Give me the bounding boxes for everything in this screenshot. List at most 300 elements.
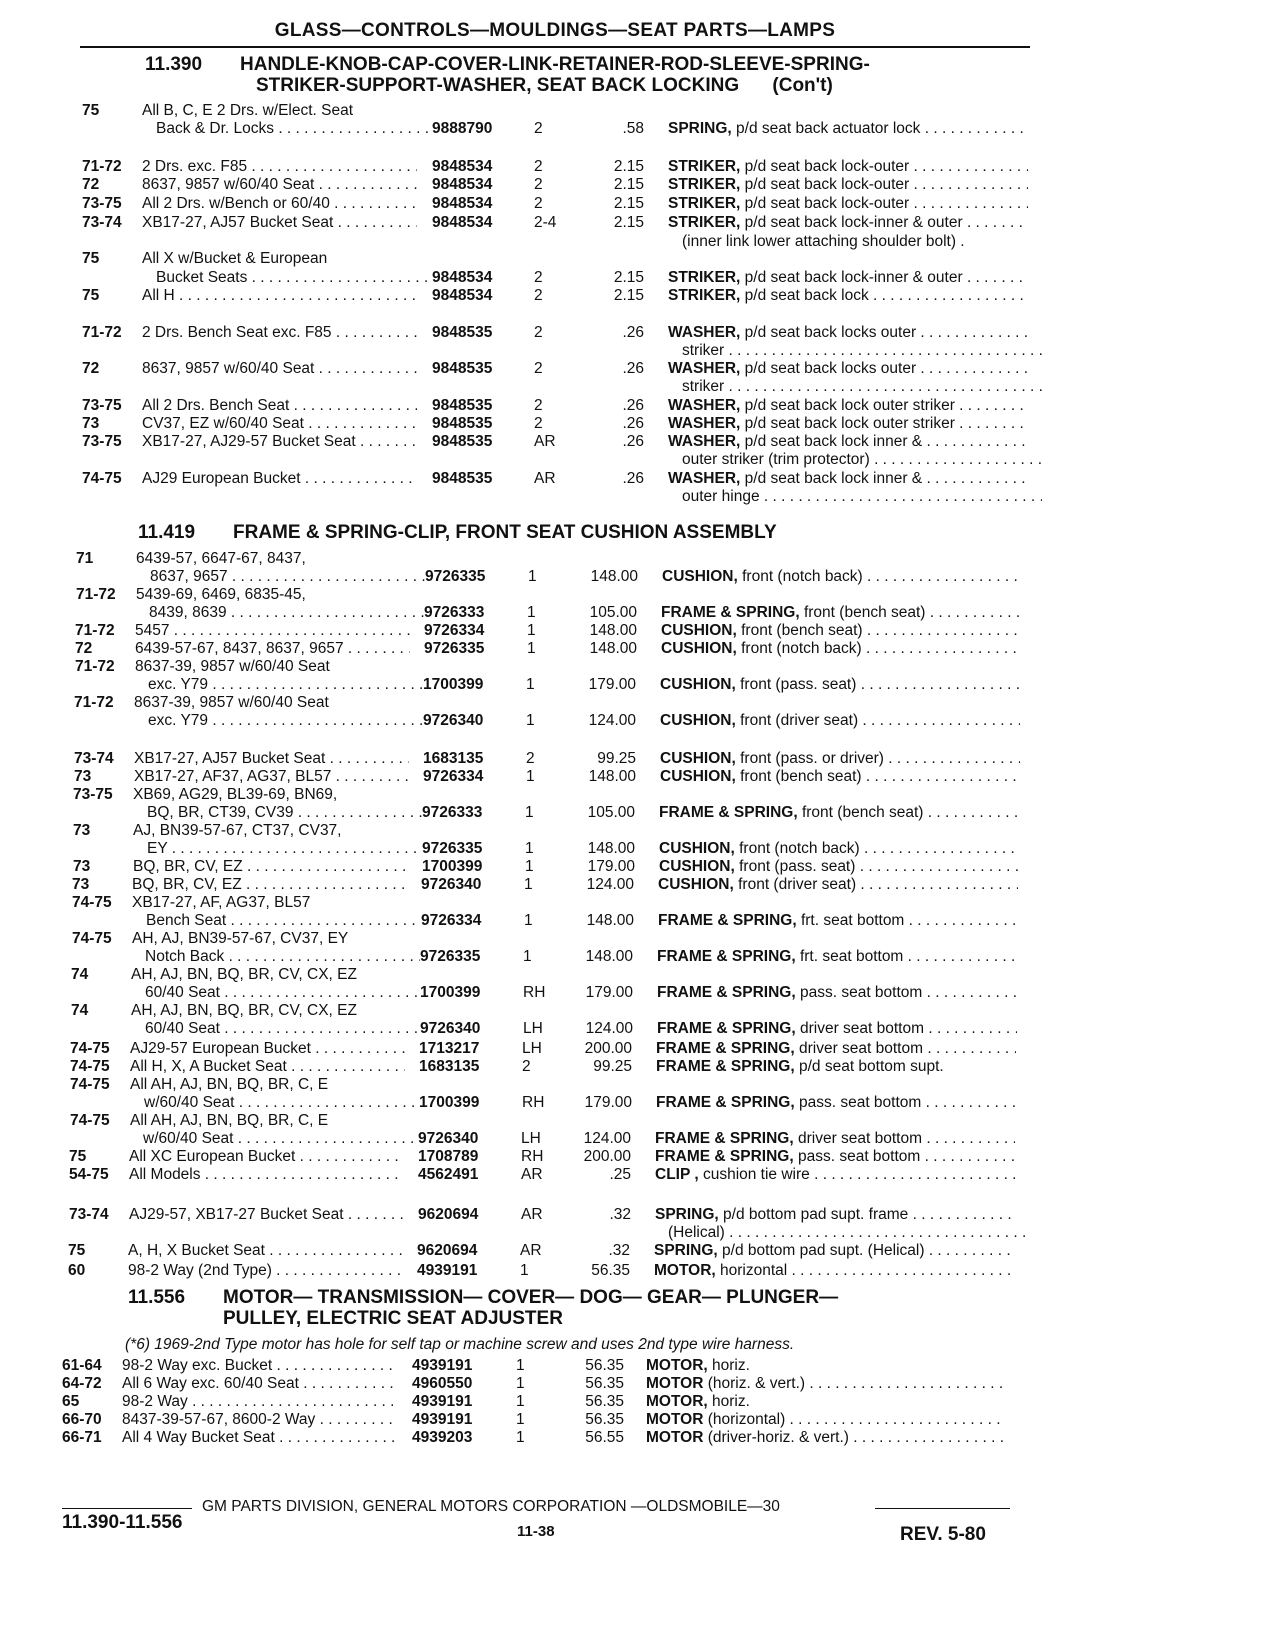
application: Back & Dr. Locks . . . [156,120,431,138]
part-number: 9888790 [432,120,493,137]
description-detail: p/d seat back lock inner & [744,470,923,487]
description [668,120,1028,138]
description [668,415,1028,433]
application: A, H, X Bucket Seat . . . [128,1242,403,1260]
description [660,750,1020,768]
quantity: 1 [528,568,537,585]
model-year: 71 [76,550,94,567]
description-part-name: CUSHION, [659,840,735,857]
description-part-name: FRAME & SPRING, [655,1130,794,1147]
application: EY . . . [147,840,422,858]
model-year: 74-75 [72,894,112,911]
part-number: 9726334 [421,912,482,929]
part-number: 1700399 [419,1094,480,1111]
description-detail: front (driver seat) [740,712,859,729]
table-row [0,786,1280,804]
model-year: 73 [72,876,90,893]
part-number: 4939203 [412,1429,473,1446]
description-part-name: MOTOR [646,1429,704,1446]
quantity: 1 [524,912,533,929]
part-number: 9848535 [432,433,493,450]
model-year: 73 [74,768,92,785]
price: 148.00 [587,840,635,857]
description-part-name: SPRING, [654,1242,718,1259]
table-row [0,694,1280,712]
table-row [0,568,1280,586]
model-year: 73 [73,822,91,839]
page-header-title: GLASS—CONTROLS—MOULDINGS—SEAT PARTS—LAMPS [274,20,836,41]
part-number: 9848535 [432,397,493,414]
description-part-name: MOTOR, [646,1357,708,1374]
application: AH, AJ, BN, BQ, BR, CV, CX, EZ [131,1002,357,1019]
application: AJ29-57 European Bucket . . . [130,1040,405,1058]
part-number: 1683135 [419,1058,480,1075]
part-number: 4562491 [418,1166,479,1183]
description [661,604,1021,622]
table-row [0,269,1280,287]
table-row [0,876,1280,894]
description-detail: p/d seat back locks outer [744,324,917,341]
application: exc. Y79 . . . [148,676,423,694]
table-row [0,102,1280,120]
price: .58 [622,120,644,137]
table-row [0,1429,1280,1447]
table-row [0,658,1280,676]
model-year: 74-75 [72,930,112,947]
model-year: 61-64 [62,1357,102,1374]
quantity: 1 [527,622,536,639]
quantity: 2 [534,120,543,137]
table-row [0,1020,1280,1038]
description-detail: front (bench seat) [803,604,926,621]
table-row [0,488,1280,506]
part-number: 9848534 [432,176,493,193]
part-number: 1700399 [422,858,483,875]
model-year: 64-72 [62,1375,102,1392]
part-number: 9848535 [432,415,493,432]
application: 8637, 9657 . . . [150,568,425,586]
section-11556-heading [128,1288,838,1307]
model-year: 73 [73,858,91,875]
application: AH, AJ, BN39-57-67, CV37, EY [132,930,349,947]
table-row [0,1357,1280,1375]
model-year: 75 [68,1242,86,1259]
application: w/60/40 Seat . . . [144,1094,419,1112]
description [668,1224,1028,1242]
model-year: 73-74 [69,1206,109,1223]
table-row [0,1242,1280,1260]
description-detail: p/d seat back lock [744,287,869,304]
table-row [0,1112,1280,1130]
price: 2.15 [613,287,644,304]
part-number: 9726333 [422,804,483,821]
table-row [0,1002,1280,1020]
application: XB17-27, AJ57 Bucket Seat . . . [134,750,409,768]
description-detail: front (notch back) [742,568,863,585]
application: All 2 Drs. Bench Seat . . . [142,397,417,415]
header-rule [80,46,1030,48]
description [682,342,1042,360]
description [660,768,1020,786]
table-row [0,840,1280,858]
quantity: 2 [534,176,543,193]
description-detail: horiz. [712,1393,750,1410]
price: .26 [622,397,644,414]
application: 8637-39, 9857 w/60/40 Seat [135,658,330,675]
part-number: 9726340 [421,876,482,893]
description [657,984,1017,1002]
description-part-name: MOTOR, [646,1393,708,1410]
table-row [0,822,1280,840]
application: 60/40 Seat . . . [145,1020,420,1038]
application: XB17-27, AJ29-57 Bucket Seat . . . [142,433,417,451]
description [654,1262,1014,1280]
description-detail: p/d seat back lock-outer [744,176,910,193]
section-11390-heading [145,55,870,74]
section-title-line1: FRAME & SPRING-CLIP, FRONT SEAT CUSHION ASSEMBLY [233,522,777,543]
application: All AH, AJ, BN, BQ, BR, C, E [130,1076,329,1093]
description-detail: p/d seat back locks outer [744,360,917,377]
description [655,1148,1015,1166]
description [646,1429,1006,1447]
table-row [0,397,1280,415]
price: 148.00 [588,768,636,785]
quantity: 1 [525,840,534,857]
description-detail: front (bench seat) [741,622,863,639]
application: Bucket Seats . . . [156,269,431,287]
description-part-name: CUSHION, [661,622,737,639]
part-number: 9848534 [432,214,493,231]
application: BQ, BR, CV, EZ . . . [132,876,407,894]
description [646,1357,1006,1375]
description-detail: pass. seat bottom [798,1094,922,1111]
part-number: 4939191 [412,1393,473,1410]
description-detail: pass. seat bottom [799,984,923,1001]
description [646,1393,1006,1411]
description-detail: cushion tie wire [702,1166,810,1183]
price: 2.15 [613,195,644,212]
application: All 2 Drs. w/Bench or 60/40 . . . [142,195,417,213]
table-row [0,415,1280,433]
quantity: 1 [516,1375,525,1392]
part-number: 9726334 [424,622,485,639]
model-year: 72 [82,176,100,193]
table-row [0,984,1280,1002]
description-detail: horizontal [720,1262,788,1279]
application: 8637, 9857 w/60/40 Seat . . . [142,176,417,194]
description-part-name: STRIKER, [668,158,741,175]
description-part-name: STRIKER, [668,195,741,212]
description-detail: striker [682,378,725,395]
price: 56.35 [585,1411,624,1428]
description-part-name: FRAME & SPRING, [657,1020,796,1037]
section-11556-note: (*6) 1969-2nd Type motor has hole for self tap or machine screw and uses 2nd type wire harness. [125,1336,795,1353]
price: 200.00 [584,1040,632,1057]
table-row [0,324,1280,342]
part-number: 1708789 [418,1148,479,1165]
description-part-name: CUSHION, [658,876,734,893]
part-number: 9726335 [422,840,483,857]
description-detail: p/d seat back lock inner & [744,433,923,450]
model-year: 75 [82,287,100,304]
description [656,1058,1016,1076]
quantity: 1 [526,712,535,729]
quantity: 1 [526,768,535,785]
description-part-name: CUSHION, [660,712,736,729]
application: 5439-69, 6469, 6835-45, [136,586,306,603]
application: All 4 Way Bucket Seat . . . [122,1429,397,1447]
description-detail: striker [682,342,725,359]
application: BQ, BR, CV, EZ . . . [133,858,408,876]
application: All 6 Way exc. 60/40 Seat . . . [122,1375,397,1393]
part-number: 9620694 [418,1206,479,1223]
application: 98-2 Way exc. Bucket . . . [122,1357,397,1375]
description [659,858,1019,876]
quantity: LH [522,1040,542,1057]
description-part-name: CUSHION, [661,640,737,657]
model-year: 73 [82,415,100,432]
application: 98-2 Way . . . [122,1393,397,1411]
description [658,876,1018,894]
quantity: RH [523,984,546,1001]
part-number: 4939191 [412,1357,473,1374]
table-row [0,1058,1280,1076]
application: All H, X, A Bucket Seat . . . [130,1058,405,1076]
description-detail: front (pass. or driver) [740,750,884,767]
application: XB69, AG29, BL39-69, BN69, [133,786,338,803]
part-number: 9726340 [423,712,484,729]
quantity: LH [521,1130,541,1147]
section-title-line1: HANDLE-KNOB-CAP-COVER-LINK-RETAINER-ROD-SLEEVE-SPRING- [240,54,870,75]
model-year: 74 [71,1002,89,1019]
table-row [0,1076,1280,1094]
table-row [0,250,1280,268]
section-title-line2: STRIKER-SUPPORT-WASHER, SEAT BACK LOCKING [256,75,740,96]
description [646,1375,1006,1393]
model-year: 65 [62,1393,80,1410]
section-number: 11.419 [138,522,196,543]
description [682,451,1042,469]
footer-rule-right [875,1508,1010,1509]
section-cont-label: (Con't) [772,75,833,96]
table-row [0,768,1280,786]
table-row [0,604,1280,622]
model-year: 74 [71,966,89,983]
description [668,360,1028,378]
description-part-name: FRAME & SPRING, [657,948,796,965]
price: 148.00 [589,622,637,639]
price: 148.00 [590,568,638,585]
price: 99.25 [593,1058,632,1075]
section-11419-heading [138,523,777,542]
description-detail: frt. seat bottom [799,948,904,965]
price: .32 [608,1242,630,1259]
price: 179.00 [584,1094,632,1111]
table-row [0,195,1280,213]
price: 2.15 [613,176,644,193]
price: 56.35 [585,1357,624,1374]
price: 56.35 [585,1393,624,1410]
quantity: 2 [526,750,535,767]
description-detail: (horiz. & vert.) [707,1375,806,1392]
price: .26 [622,324,644,341]
description-detail: p/d seat back lock outer striker [744,415,955,432]
table-row [0,676,1280,694]
description-detail: p/d seat back lock-outer [744,158,910,175]
description-part-name: WASHER, [668,470,741,487]
model-year: 74-75 [82,470,122,487]
description [658,912,1018,930]
application: AJ29-57, XB17-27 Bucket Seat . . . [129,1206,404,1224]
description-detail: (horizontal) [707,1411,786,1428]
model-year: 72 [75,640,93,657]
part-number: 9726335 [425,568,486,585]
part-number: 9848534 [432,158,493,175]
table-row [0,120,1280,138]
quantity: AR [521,1206,543,1223]
price: 2.15 [613,269,644,286]
table-row [0,342,1280,360]
application: Bench Seat . . . [146,912,421,930]
price: 200.00 [583,1148,631,1165]
price: .26 [622,433,644,450]
description-part-name: SPRING, [655,1206,719,1223]
quantity: 2 [534,324,543,341]
description-detail: front (pass. seat) [739,858,856,875]
price: .26 [622,415,644,432]
description-detail: driver seat bottom [797,1130,923,1147]
quantity: 2-4 [534,214,557,231]
price: .32 [609,1206,631,1223]
quantity: 1 [516,1357,525,1374]
table-row [0,287,1280,305]
part-number: 1713217 [419,1040,480,1057]
quantity: 2 [534,397,543,414]
description [646,1411,1006,1429]
quantity: 2 [522,1058,531,1075]
quantity: RH [521,1148,544,1165]
quantity: 2 [534,195,543,212]
application: 98-2 Way (2nd Type) . . . [128,1262,403,1280]
part-number: 9726333 [424,604,485,621]
description-part-name: STRIKER, [668,269,741,286]
description-detail: (Helical) [668,1224,725,1241]
quantity: 1 [525,804,534,821]
description-part-name: FRAME & SPRING, [658,912,797,929]
table-row [0,966,1280,984]
part-number: 4939191 [417,1262,478,1279]
footer-section-code: 11.390-11.556 [62,1512,183,1533]
part-number: 9848534 [432,269,493,286]
description [682,378,1042,396]
application: All XC European Bucket . . . [129,1148,404,1166]
quantity: 1 [516,1411,525,1428]
description [668,287,1028,305]
model-year: 75 [69,1148,87,1165]
model-year: 75 [82,102,100,119]
description-part-name: FRAME & SPRING, [659,804,798,821]
table-row [0,451,1280,469]
model-year: 71-72 [75,658,115,675]
description [654,1242,1014,1260]
description-part-name: WASHER, [668,397,741,414]
application: 5457 . . . [135,622,410,640]
description-part-name: WASHER, [668,433,741,450]
application: 8437-39-57-67, 8600-2 Way . . . [122,1411,397,1429]
table-row [0,1040,1280,1058]
description-detail: outer striker (trim protector) [682,451,870,468]
table-row [0,586,1280,604]
quantity: AR [534,433,556,450]
description [660,676,1020,694]
footer-page-number: 11-38 [517,1523,555,1540]
description [668,470,1028,488]
description [659,840,1019,858]
part-number: 1700399 [423,676,484,693]
application: 60/40 Seat . . . [145,984,420,1002]
description-part-name: FRAME & SPRING, [656,1040,795,1057]
table-row [0,1262,1280,1280]
quantity: 2 [534,415,543,432]
description [660,712,1020,730]
table-row [0,176,1280,194]
description-detail: p/d seat back lock-outer [744,195,910,212]
description [656,1040,1016,1058]
table-row [0,1375,1280,1393]
price: 124.00 [583,1130,631,1147]
quantity: 1 [520,1262,529,1279]
quantity: 1 [516,1429,525,1446]
description-part-name: WASHER, [668,415,741,432]
description-detail: front (notch back) [741,640,862,657]
description [657,948,1017,966]
model-year: 66-71 [62,1429,102,1446]
part-number: 4939191 [412,1411,473,1428]
description-detail: p/d seat back lock outer striker [744,397,955,414]
description-detail: (inner link lower attaching shoulder bolt) . [682,233,965,250]
description-part-name: WASHER, [668,324,741,341]
table-row [0,1148,1280,1166]
description-part-name: MOTOR [646,1411,704,1428]
description-detail: outer hinge [682,488,760,505]
quantity: 2 [534,360,543,377]
price: 148.00 [589,640,637,657]
description [668,176,1028,194]
part-number: 9726335 [424,640,485,657]
application: XB17-27, AF, AG37, BL57 [132,894,311,911]
application: 8637-39, 9857 w/60/40 Seat [134,694,329,711]
description-part-name: MOTOR, [654,1262,716,1279]
table-row [0,378,1280,396]
description-part-name: SPRING, [668,120,732,137]
table-row [0,858,1280,876]
description-detail: p/d seat back actuator lock [736,120,921,137]
quantity: 2 [534,287,543,304]
application: BQ, BR, CT39, CV39 . . . [147,804,422,822]
part-number: 9726335 [420,948,481,965]
price: 56.35 [591,1262,630,1279]
part-number: 1683135 [423,750,484,767]
price: 179.00 [588,676,636,693]
description-detail: front (notch back) [739,840,860,857]
table-row [0,712,1280,730]
description [661,622,1021,640]
description [655,1206,1015,1224]
description-part-name: CUSHION, [660,768,736,785]
model-year: 72 [82,360,100,377]
description [668,214,1028,232]
description [668,433,1028,451]
